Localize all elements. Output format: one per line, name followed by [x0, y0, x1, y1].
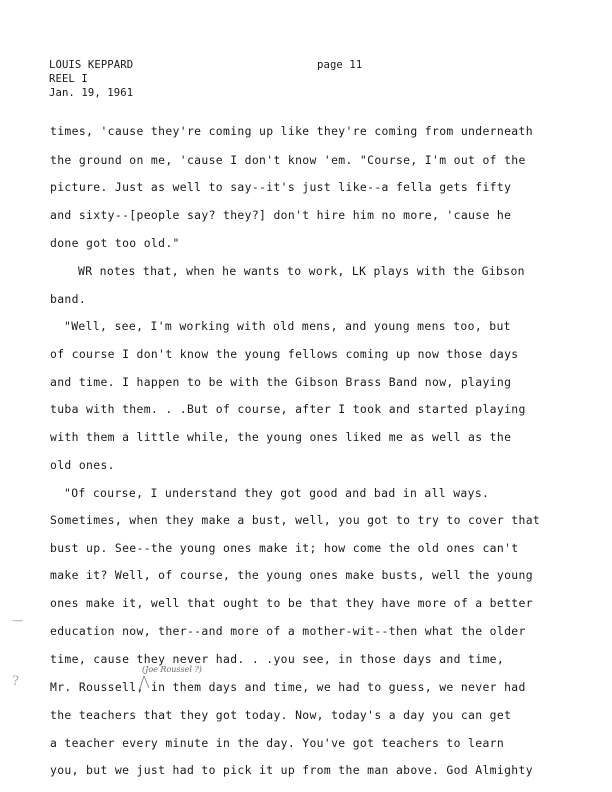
handwritten-annotation: (Joe Roussel ?) — [142, 665, 202, 674]
document-page: LOUIS KEPPARD REEL I Jan. 19, 1961 page 11 times, 'cause they're coming up like they're coming from underneath the ground on me, 'cause I don't know 'em. "Course, I'm out of the picture. Just as well to say--it's just like--a fella gets fifty and sixty--[people say? they?] don't hire him no more, 'cause he done got too old." WR notes that, when he wants to work, LK plays with the Gibson band. "Well, see, I'm working with old mens, and young mens too, but of course I don't know the young fellows coming up now those days and time. I happen to be with the Gibson Brass Band now, playing tuba with them. . .But of course, after I took and started playing with them a little while, the young ones liked me as well as the old ones. "Of course, I understand they got good and bad in all ways. Sometimes, when they make a bust, well, you got to try to cover that bust up. See--the young ones make it; how come the old ones can't make it? Well, of course, the young ones make busts, well the young ones make it, well that ought to be that they have more of a better education now, ther--and more of a mother-wit--then what the older time, cause they never had. . .you see, in those days and time, Mr. Roussell, in them days and time, we had to guess, we never had the teachers that they got today. Now, today's a day you can get a teacher every minute in the day. You've got teachers to learn you, but we just had to pick it up from the man above. God Almighty (Joe Roussel ?) — ? — [12, 59, 541, 777]
header-date: Jan. 19, 1961 — [49, 87, 134, 99]
header-reel: REEL I — [49, 73, 88, 85]
caret-insertion-mark — [138, 674, 150, 692]
margin-dash-mark: — — [12, 614, 23, 627]
margin-question-mark: ? — [12, 674, 19, 689]
header-name: LOUIS KEPPARD — [49, 59, 134, 71]
page-number: page 11 — [317, 59, 363, 71]
